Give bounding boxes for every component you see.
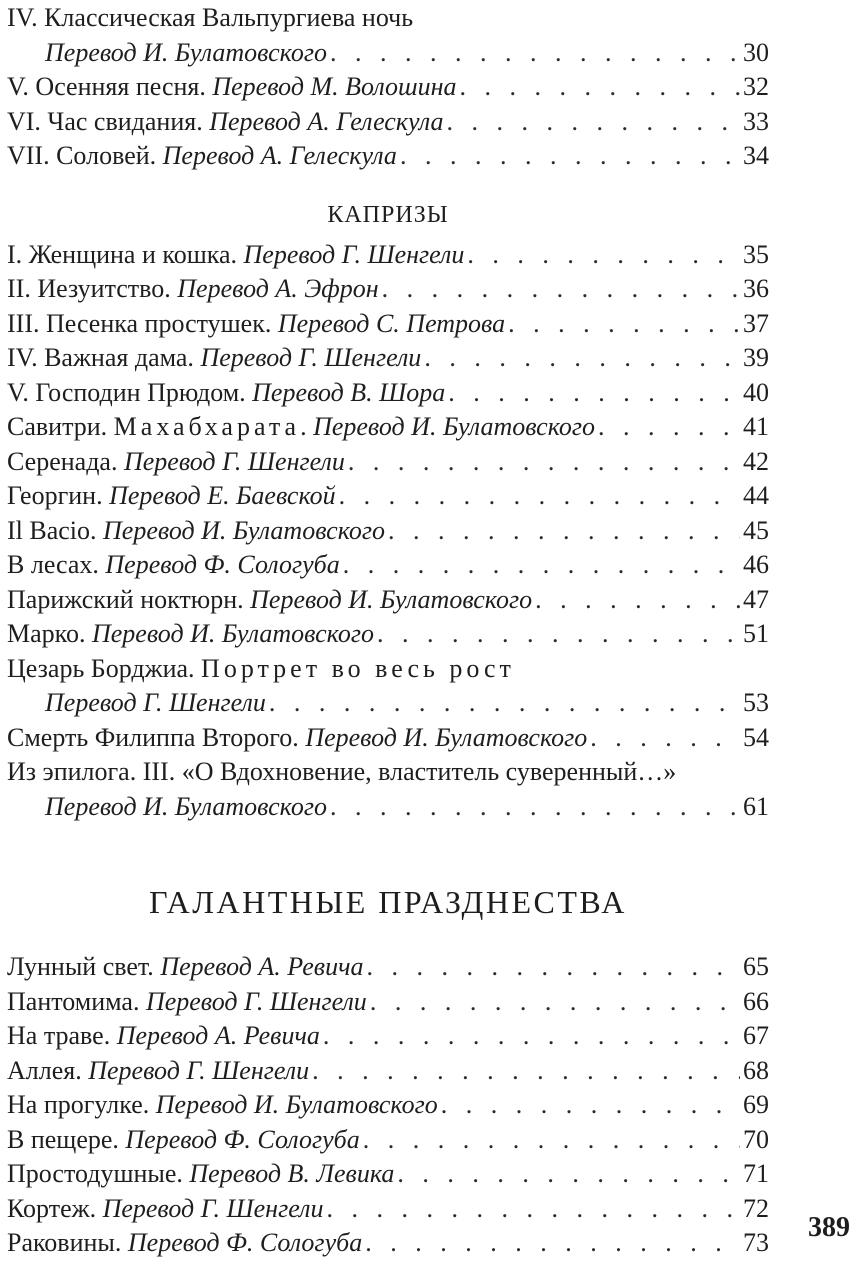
dot-leader [508,307,740,342]
dot-leader [590,721,740,756]
entry-title: Георгин. [7,481,110,510]
dot-leader [382,272,740,307]
toc-entry [7,1054,769,1089]
dot-leader [312,1054,740,1089]
entry-page: 30 [743,37,769,67]
entry-page: 32 [743,72,769,101]
entry-title: III. Песенка простушек. [7,308,278,338]
entry-translator: Перевод А. Гелескула [162,141,397,170]
entry-translator: Перевод А. Ревича [116,1021,320,1050]
entry-page: 72 [743,1193,769,1223]
entry-translator: Перевод И. Булатовского [313,412,596,441]
toc-entry-title-line [7,1,769,36]
dot-leader [365,1226,740,1261]
entry-title: V. Осенняя песня. [7,72,213,101]
entry-title: IV. Классическая Вальпургиева ночь [7,3,414,32]
dot-leader [330,36,740,71]
caprices-list [7,238,769,652]
toc-entry [7,410,769,445]
entry-translator: Перевод И. Булатовского [45,791,327,821]
entry-translator: Перевод Е. Баевской [109,481,336,510]
entry-title: II. Иезуитство. [7,274,178,303]
toc-entry [7,105,769,140]
entry-page: 41 [743,412,769,441]
dot-leader [370,985,740,1020]
entry-translator: Перевод Г. Шенгели [145,986,367,1016]
entry-page: 39 [743,343,769,372]
entry-translator: Перевод Г. Шенгели [102,1193,324,1223]
toc-entry [7,1157,769,1192]
toc-entry [7,1226,769,1261]
entry-title: VI. Час свидания. [7,106,210,136]
entry-translator: Перевод А. Ревича [160,952,364,981]
entry-translator: Перевод И. Булатовского [155,1090,438,1119]
entry-title: I. Женщина и кошка. [7,239,244,269]
entry-page: 67 [743,1021,769,1050]
entry-title: Серенада. [7,446,124,476]
section-heading-caprices: КАПРИЗЫ [327,201,449,228]
entry-title: Смерть Филиппа Второго. [7,722,306,752]
toc-entry [7,1019,769,1054]
dot-leader [446,105,740,140]
dot-leader [269,686,740,721]
toc-entry [7,238,769,273]
dot-leader [460,70,740,105]
entry-title: На прогулке. [7,1090,156,1119]
entry-translator: Перевод И. Булатовского [91,619,374,648]
toc-entry [7,139,769,174]
toc-entry [7,307,769,342]
entry-translator: Перевод А. Гелескула [209,106,444,136]
dot-leader [598,410,740,445]
entry-page: 71 [743,1159,769,1188]
dot-leader [397,1157,740,1192]
entry-subtitle: Махабхарата [113,412,301,441]
entry-page: 66 [743,986,769,1016]
dot-leader [343,548,740,583]
entry-page: 42 [743,446,769,476]
entry-title: В пещере. [7,1124,126,1154]
entry-translator: Перевод Ф. Сологуба [125,1124,360,1154]
entry-translator: Перевод А. Эфрон [177,274,379,303]
dot-leader [366,950,740,985]
entry-page: 51 [743,619,769,648]
toc-entry [7,36,769,71]
entry-translator: Перевод В. Левика [189,1159,395,1188]
entry-title: Парижский ноктюрн. [7,584,251,614]
entry-page: 73 [743,1228,769,1257]
entry-page: 37 [743,308,769,338]
entry-subtitle: Портрет во весь рост [201,653,515,683]
entry-page: 54 [743,722,769,752]
dot-leader [348,445,740,480]
entry-translator: Перевод Г. Шенгели [45,688,266,717]
entry-translator: Перевод В. Шора [252,377,446,407]
entry-page: 40 [743,377,769,407]
entry-translator: Перевод Г. Шенгели [88,1055,310,1085]
entry-translator: Перевод Г. Шенгели [243,239,465,269]
entry-title: Кортеж. [7,1193,103,1223]
toc-entry-title-line [7,652,769,687]
toc-entry [7,445,769,480]
entry-page: 34 [743,141,769,170]
entry-title: VII. Соловей. [7,141,163,170]
entry-title: Пантомима. [7,986,146,1016]
toc-entry [7,341,769,376]
entry-title: Лунный свет. [7,952,161,981]
entry-title: Цезарь Борджиа. [7,653,202,683]
entry-title: В лесах. [7,550,106,579]
dot-leader [363,1123,740,1158]
entry-title: V. Господин Прюдом. [7,377,253,407]
toc-entry [7,479,769,514]
entry-title: Савитри. [7,412,114,441]
toc-entry [7,548,769,583]
entry-page: 68 [743,1055,769,1085]
dot-leader [400,139,740,174]
entry-translator: Перевод И. Булатовского [250,584,533,614]
table-of-contents [7,0,769,1261]
entry-title: Из эпилога. III. «О Вдохновение, властитель суверенный…» [7,757,677,786]
toc-entry [7,985,769,1020]
entry-title: Аллея. [7,1055,89,1085]
entry-translator: Перевод Ф. Сологуба [127,1228,363,1257]
entry-translator: Перевод С. Петрова [277,308,506,338]
toc-entry [7,1088,769,1123]
entry-title: На траве. [7,1021,117,1050]
toc-entry [7,686,769,721]
entry-title: Простодушные. [7,1159,190,1188]
entry-translator: Перевод Г. Шенгели [200,343,422,372]
toc-entry [7,1123,769,1158]
dot-leader [330,790,740,825]
dot-leader [326,1192,740,1227]
entry-translator: Перевод И. Булатовского [45,37,327,67]
dot-leader [323,1019,740,1054]
entry-title: Il Bacio. [7,515,104,545]
entry-page: 33 [743,106,769,136]
entry-translator: Перевод И. Булатовского [103,515,386,545]
entry-title: Раковины. [7,1228,128,1257]
dot-leader [424,341,740,376]
dot-leader [388,514,740,549]
entry-title: IV. Важная дама. [7,343,201,372]
entry-translator: Перевод И. Булатовского [305,722,588,752]
page-number: 389 [808,1212,850,1243]
toc-entry [7,790,769,825]
entry-page: 61 [743,791,769,821]
entry-title: Марко. [7,619,92,648]
toc-entry [7,617,769,652]
dot-leader [377,617,740,652]
fetes-list [7,950,769,1261]
toc-entry [7,583,769,618]
entry-page: 65 [743,952,769,981]
section-heading-fetes: ГАЛАНТНЫЕ ПРАЗДНЕСТВА [149,884,627,920]
toc-entry [7,70,769,105]
entry-separator: . [300,412,314,441]
toc-entry [7,1192,769,1227]
entry-translator: Перевод М. Волошина [212,72,457,101]
entry-page: 36 [743,274,769,303]
entry-page: 45 [743,515,769,545]
dot-leader [535,583,740,618]
entry-translator: Перевод Г. Шенгели [123,446,345,476]
toc-entry-title-line [7,755,769,790]
dot-leader [339,479,740,514]
entry-page: 44 [743,481,769,510]
dot-leader [448,376,740,411]
entry-page: 53 [743,688,769,717]
entry-page: 70 [743,1124,769,1154]
dot-leader [467,238,740,273]
toc-entry [7,950,769,985]
entry-translator: Перевод Ф. Сологуба [105,550,340,579]
entry-page: 46 [743,550,769,579]
entry-page: 69 [743,1090,769,1119]
entry-page: 35 [743,239,769,269]
entry-page: 47 [743,584,769,614]
toc-entry [7,721,769,756]
toc-entry [7,272,769,307]
toc-entry [7,376,769,411]
dot-leader [441,1088,740,1123]
toc-entry [7,514,769,549]
